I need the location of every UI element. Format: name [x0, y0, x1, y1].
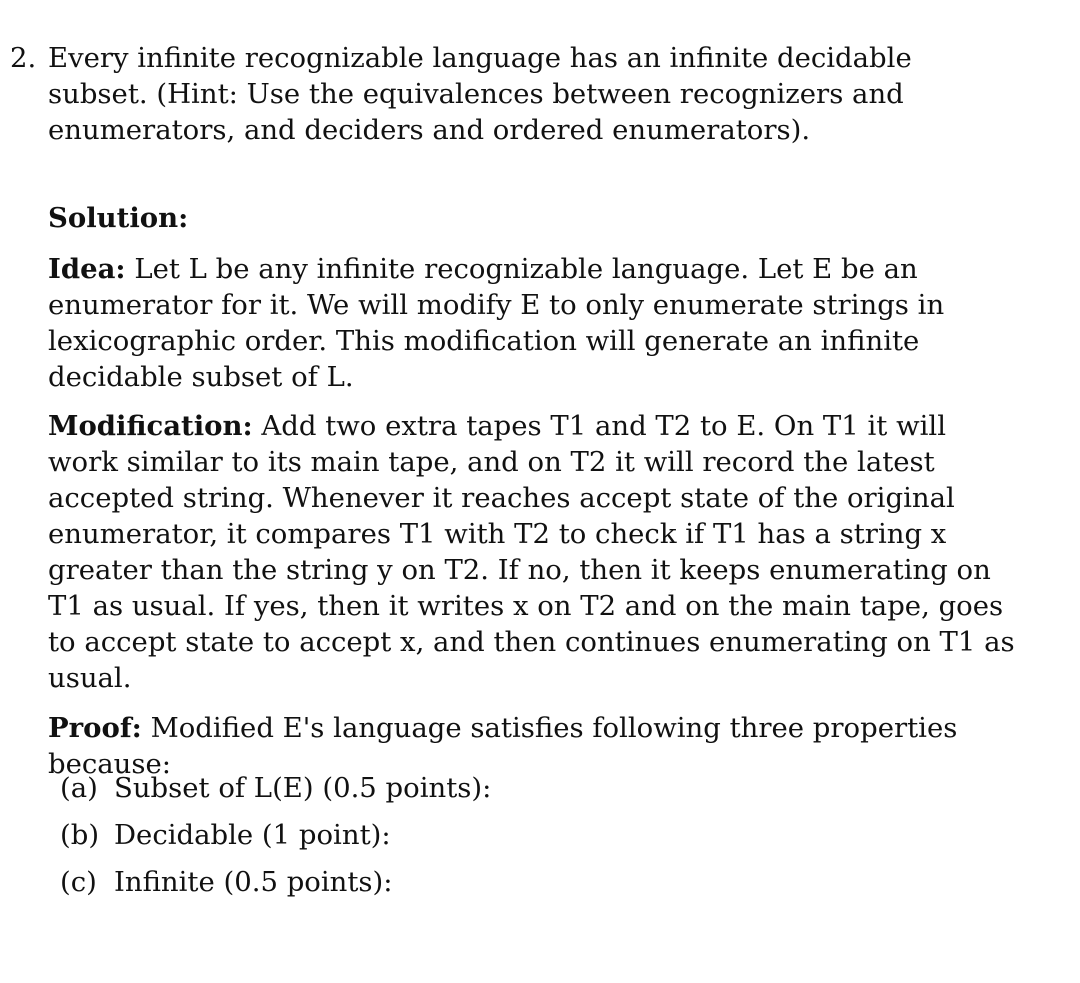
modification-text: Add two extra tapes T1 and T2 to E. On T1 it will work similar to its main tape, and on T2 it will record the latest accepted string. Whenever it reaches accept state of the original enumerator, it compares T1 with T2 to check if T1 has a string x greater than the string y on T2. If no, then it keeps enumerating on T1 as usual. If yes, then it writes x on T2 and on the main tape, goes to accept state to accept x, and then continues enumerating on T1 as usual. [48, 410, 1015, 694]
modification-paragraph [48, 408, 1018, 696]
part-text: Decidable (1 point): [114, 819, 391, 851]
part-text: Infinite (0.5 points): [114, 866, 393, 898]
proof-part-c [60, 864, 491, 900]
proof-part-a [60, 770, 491, 806]
idea-paragraph [48, 251, 1018, 395]
part-label: (a) [60, 772, 98, 804]
proof-label: Proof: [48, 712, 142, 744]
part-label: (b) [60, 819, 100, 851]
part-text: Subset of L(E) (0.5 points): [114, 772, 492, 804]
idea-text: Let L be any infinite recognizable language. Let E be an enumerator for it. We will modify E to only enumerate strings in lexicographic order. This modification will generate an infinite decidable subset of L. [48, 253, 945, 393]
problem-statement [10, 40, 1020, 148]
solution-heading: Solution: [48, 202, 189, 234]
problem-number: 2. [10, 42, 37, 74]
idea-label: Idea: [48, 253, 126, 285]
proof-text: Modified E's language satisfies following three properties because: [48, 712, 958, 780]
part-label: (c) [60, 866, 97, 898]
proof-part-b [60, 817, 491, 853]
problem-text: Every infinite recognizable language has an infinite decidable subset. (Hint: Use the equivalences between recognizers and enumerators, and deciders and ordered enumerators). [48, 42, 912, 146]
modification-label: Modification: [48, 410, 253, 442]
proof-parts-list [60, 770, 491, 911]
